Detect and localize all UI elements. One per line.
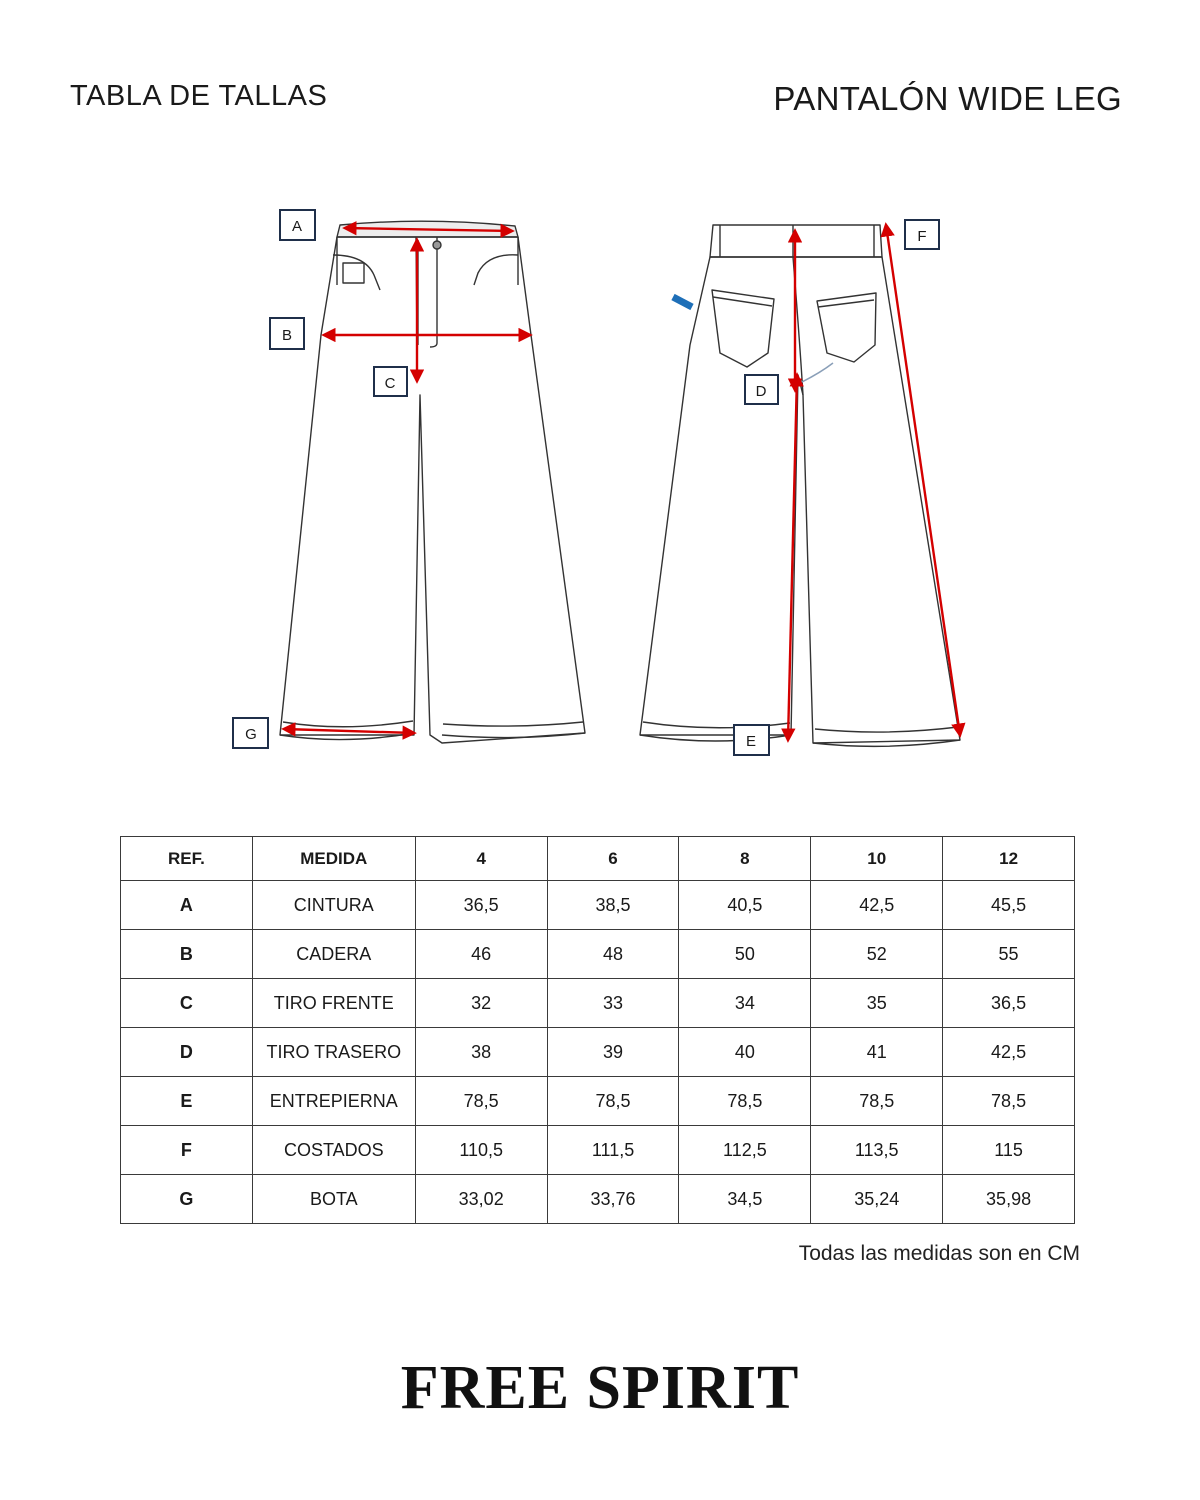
table-row — [121, 979, 1075, 1028]
table-cell: 110,5 — [415, 1126, 547, 1175]
column-header-size-12: 12 — [943, 837, 1075, 881]
row-measure-name: ENTREPIERNA — [252, 1077, 415, 1126]
table-cell: 78,5 — [547, 1077, 679, 1126]
product-title: PANTALÓN WIDE LEG — [773, 80, 1122, 117]
row-measure-name: BOTA — [252, 1175, 415, 1224]
table-cell: 113,5 — [811, 1126, 943, 1175]
column-header-size-8: 8 — [679, 837, 811, 881]
row-measure-name: CADERA — [252, 930, 415, 979]
table-cell: 34,5 — [679, 1175, 811, 1224]
brand-logo: FREE SPIRIT — [400, 1354, 800, 1422]
row-ref: G — [121, 1175, 253, 1224]
table-cell: 78,5 — [415, 1077, 547, 1126]
label-c — [374, 367, 407, 396]
label-f — [905, 220, 939, 249]
svg-text:A: A — [291, 218, 303, 235]
table-cell: 46 — [415, 930, 547, 979]
table-row — [121, 930, 1075, 979]
table-cell: 34 — [679, 979, 811, 1028]
table-cell: 48 — [547, 930, 679, 979]
table-cell: 35,98 — [943, 1175, 1075, 1224]
table-row — [121, 1077, 1075, 1126]
column-header-size-10: 10 — [811, 837, 943, 881]
row-measure-name: COSTADOS — [252, 1126, 415, 1175]
table-cell: 52 — [811, 930, 943, 979]
table-cell: 115 — [943, 1126, 1075, 1175]
table-cell: 36,5 — [415, 881, 547, 930]
svg-text:G: G — [245, 726, 257, 743]
table-cell: 35,24 — [811, 1175, 943, 1224]
table-cell: 33,76 — [547, 1175, 679, 1224]
table-cell: 32 — [415, 979, 547, 1028]
row-ref: B — [121, 930, 253, 979]
table-cell: 40,5 — [679, 881, 811, 930]
table-cell: 78,5 — [811, 1077, 943, 1126]
table-cell: 50 — [679, 930, 811, 979]
row-ref: D — [121, 1028, 253, 1077]
table-cell: 33,02 — [415, 1175, 547, 1224]
column-header-size-6: 6 — [547, 837, 679, 881]
table-row — [121, 1028, 1075, 1077]
row-measure-name: TIRO FRENTE — [252, 979, 415, 1028]
label-d — [745, 375, 778, 404]
table-cell: 55 — [943, 930, 1075, 979]
row-ref: F — [121, 1126, 253, 1175]
back-tab-accent — [673, 297, 692, 307]
table-row — [121, 881, 1075, 930]
table-cell: 45,5 — [943, 881, 1075, 930]
label-g — [233, 718, 268, 748]
table-cell: 36,5 — [943, 979, 1075, 1028]
arrow-f — [886, 225, 960, 735]
label-b — [270, 318, 304, 349]
table-cell: 42,5 — [811, 881, 943, 930]
svg-text:F: F — [917, 228, 927, 245]
table-cell: 35 — [811, 979, 943, 1028]
table-row — [121, 1126, 1075, 1175]
pants-diagram — [0, 195, 1200, 775]
table-cell: 33 — [547, 979, 679, 1028]
label-e — [734, 725, 769, 755]
table-cell: 41 — [811, 1028, 943, 1077]
table-cell: 111,5 — [547, 1126, 679, 1175]
table-cell: 38 — [415, 1028, 547, 1077]
row-measure-name: TIRO TRASERO — [252, 1028, 415, 1077]
column-header-size-4: 4 — [415, 837, 547, 881]
table-cell: 78,5 — [679, 1077, 811, 1126]
label-a — [280, 210, 315, 240]
table-cell: 78,5 — [943, 1077, 1075, 1126]
svg-text:D: D — [755, 383, 767, 400]
row-ref: C — [121, 979, 253, 1028]
table-cell: 40 — [679, 1028, 811, 1077]
svg-text:E: E — [745, 733, 757, 750]
table-row — [121, 1175, 1075, 1224]
column-header-ref: REF. — [121, 837, 253, 881]
svg-text:B: B — [281, 327, 293, 344]
table-cell: 39 — [547, 1028, 679, 1077]
size-table — [120, 836, 1075, 1224]
front-view-drawing — [280, 221, 585, 743]
table-cell: 38,5 — [547, 881, 679, 930]
svg-text:C: C — [384, 375, 396, 392]
units-note: Todas las medidas son en CM — [798, 1242, 1080, 1265]
table-cell: 42,5 — [943, 1028, 1075, 1077]
row-measure-name: CINTURA — [252, 881, 415, 930]
table-header-row — [121, 837, 1075, 881]
table-cell: 112,5 — [679, 1126, 811, 1175]
column-header-medida: MEDIDA — [252, 837, 415, 881]
page-title: TABLA DE TALLAS — [70, 80, 328, 112]
row-ref: A — [121, 881, 253, 930]
row-ref: E — [121, 1077, 253, 1126]
arrow-g — [284, 729, 414, 733]
